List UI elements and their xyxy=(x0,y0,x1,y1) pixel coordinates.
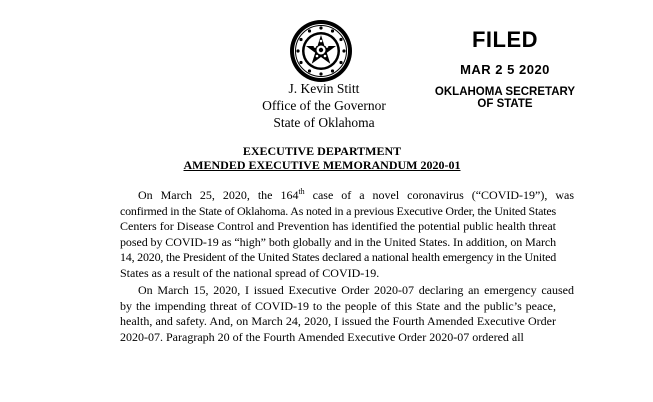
stamp-date: MAR 2 5 2020 xyxy=(460,62,550,77)
memorandum-title: AMENDED EXECUTIVE MEMORANDUM 2020-01 xyxy=(183,158,461,172)
paragraph-1 xyxy=(120,187,574,281)
stamp-office xyxy=(420,86,590,110)
paragraph-2-line-2: by the impending threat of COVID-19 to the people of this State and the public’s peace, xyxy=(120,298,556,313)
paragraph-1-line-1: On March 25, 2020, the 164th case of a novel coronavirus (“COVID-19”), was xyxy=(138,187,574,202)
stamp-office-line1: OKLAHOMA SECRETARY xyxy=(434,86,576,98)
governor-state: State of Oklahoma xyxy=(273,115,375,130)
oklahoma-state-seal-icon xyxy=(289,19,353,83)
paragraph-2 xyxy=(120,283,574,345)
paragraph-1-line-2: confirmed in the State of Oklahoma. As noted in a previous Executive Order, the United States xyxy=(120,203,556,218)
governor-letterhead xyxy=(226,80,422,131)
department-heading: EXECUTIVE DEPARTMENT xyxy=(242,144,402,158)
paragraph-1-line-6: States as a result of the national spread of COVID-19. xyxy=(120,265,380,280)
stamp-status: FILED xyxy=(471,27,539,52)
paragraph-1-line-4: posed by COVID-19 as “high” both globally and in the United States. In addition, on March xyxy=(120,234,557,249)
stamp-office-line2: OF STATE xyxy=(477,98,533,110)
paragraph-1-line-3: Centers for Disease Control and Prevention has identified the potential public health threat xyxy=(120,219,556,233)
paragraph-2-line-3: health, and safety. And, on March 24, 2020, I issued the Fourth Amended Executive Order xyxy=(120,314,556,328)
filed-stamp xyxy=(420,28,590,110)
paragraph-2-line-4: 2020-07. Paragraph 20 of the Fourth Amended Executive Order 2020-07 ordered all xyxy=(120,329,524,344)
paragraph-2-line-1: On March 15, 2020, I issued Executive Order 2020-07 declaring an emergency caused xyxy=(138,283,574,297)
governor-name: J. Kevin Stitt xyxy=(288,81,360,96)
paragraph-1-line-5: 14, 2020, the President of the United States declared a national health emergency in the United xyxy=(120,250,556,264)
governor-office: Office of the Governor xyxy=(262,98,386,113)
